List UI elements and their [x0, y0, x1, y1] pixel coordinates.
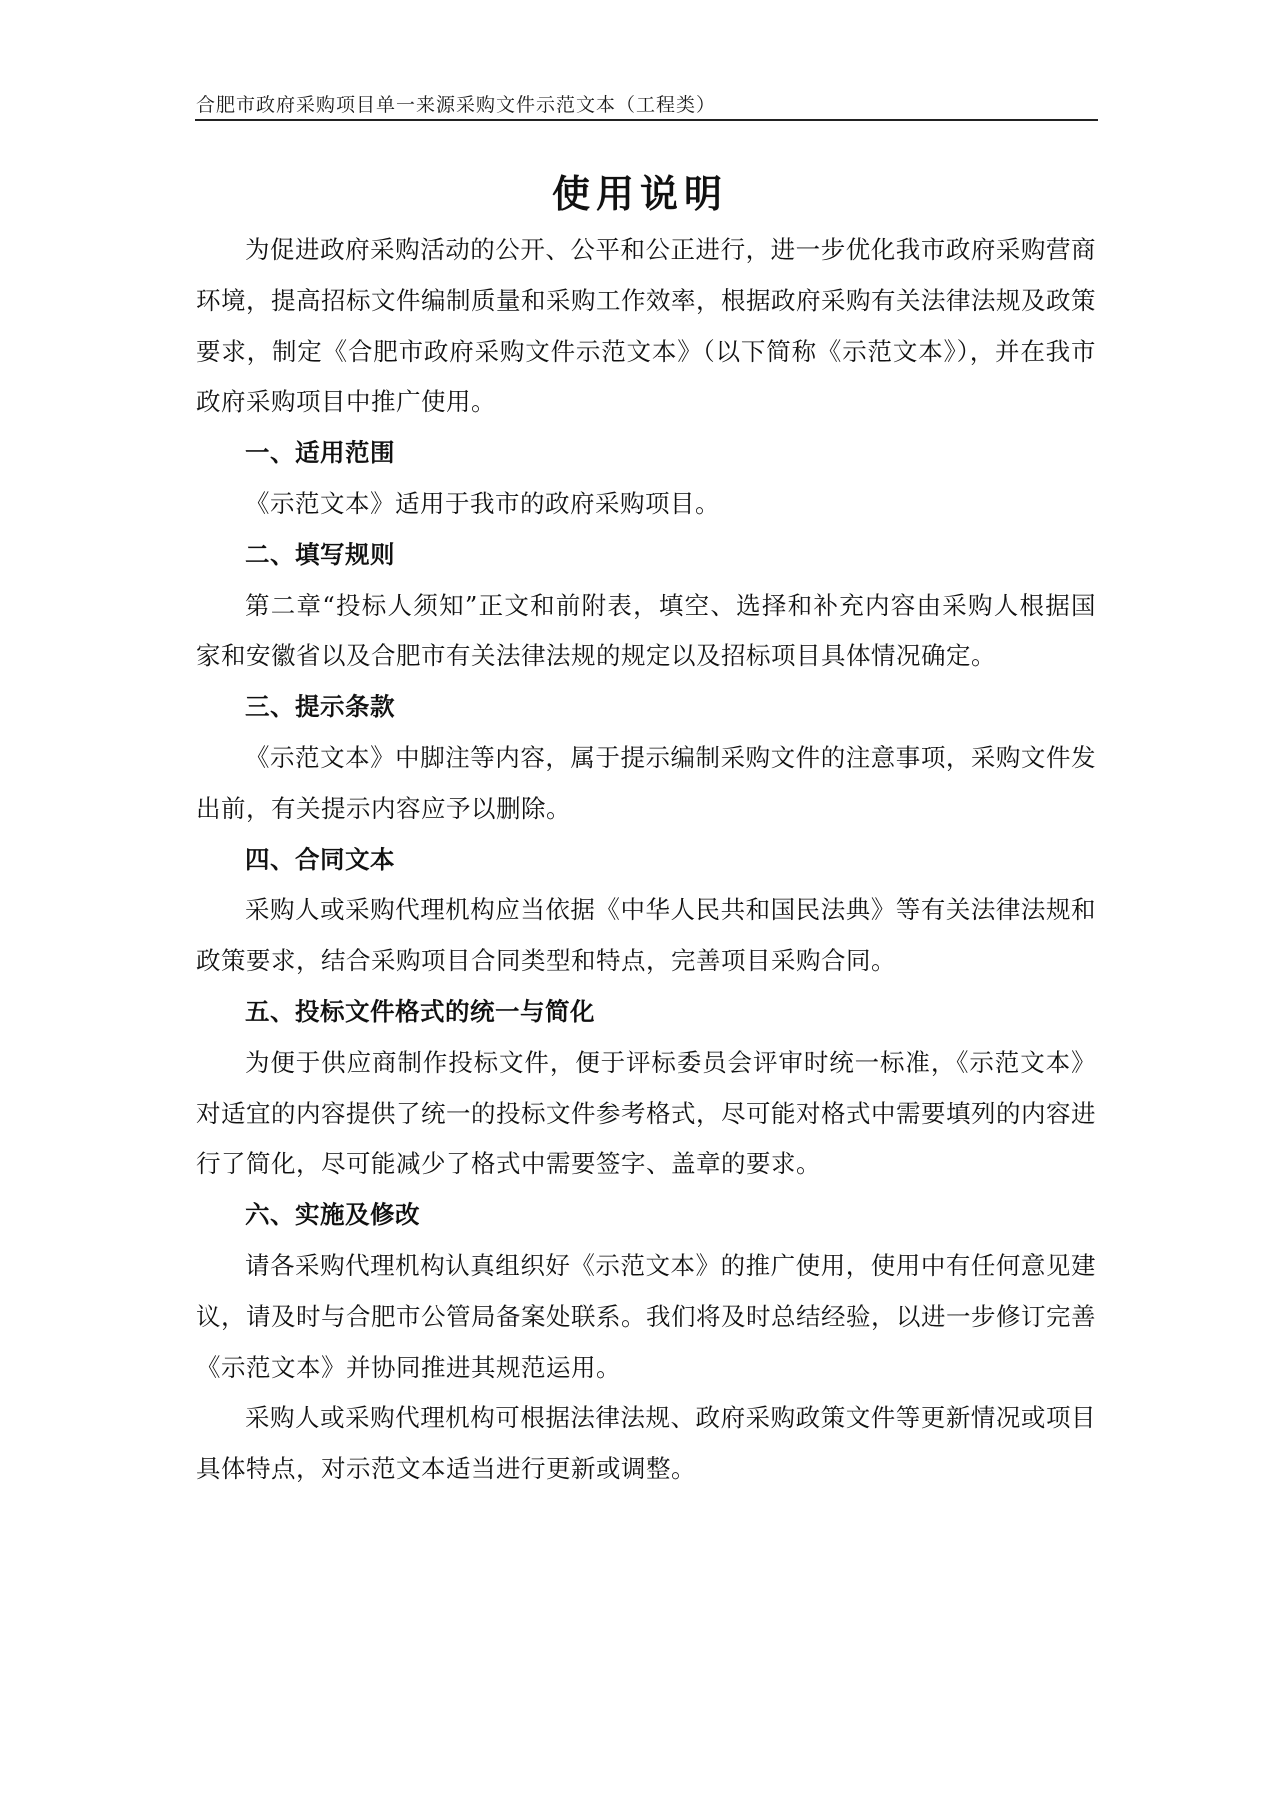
section-paragraph: 《示范文本》中脚注等内容，属于提示编制采购文件的注意事项，采购文件发出前，有关提示内容应予以删除。 — [196, 742, 1096, 823]
intro-paragraph: 为促进政府采购活动的公开、公平和公正进行，进一步优化我市政府采购营商环境，提高招标文件编制质量和采购工作效率，根据政府采购有关法律法规及政策要求，制定《合肥市政府采购文件示范文本》（以下简称《示范文本》），并在我市政府采购项目中推广使用。 — [196, 235, 1096, 417]
section-heading-prompt-clauses: 三、提示条款 — [245, 692, 395, 722]
section-paragraph: 请各采购代理机构认真组织好《示范文本》的推广使用，使用中有任何意见建议，请及时与合肥市公管局备案处联系。我们将及时总结经验，以进一步修订完善《示范文本》并协同推进其规范运用。 — [196, 1250, 1096, 1382]
section-paragraph: 第二章“投标人须知”正文和前附表，填空、选择和补充内容由采购人根据国家和安徽省以及合肥市有关法律法规的规定以及招标项目具体情况确定。 — [196, 590, 1096, 671]
section-heading-format-simplification: 五、投标文件格式的统一与简化 — [245, 996, 595, 1026]
section-paragraph: 《示范文本》适用于我市的政府采购项目。 — [245, 488, 720, 518]
header-divider — [195, 119, 1098, 121]
section-paragraph: 为便于供应商制作投标文件，便于评标委员会评审时统一标准，《示范文本》对适宜的内容提供了统一的投标文件参考格式，尽可能对格式中需要填列的内容进行了简化，尽可能减少了格式中需要签字、盖章的要求。 — [196, 1047, 1096, 1179]
section-heading-scope: 一、适用范围 — [245, 438, 395, 468]
section-paragraph: 采购人或采购代理机构应当依据《中华人民共和国民法典》等有关法律法规和政策要求，结合采购项目合同类型和特点，完善项目采购合同。 — [196, 895, 1096, 976]
section-heading-filling-rules: 二、填写规则 — [245, 539, 395, 569]
page-title: 使用说明 — [551, 171, 728, 216]
section-heading-implementation: 六、实施及修改 — [245, 1200, 420, 1230]
section-paragraph: 采购人或采购代理机构可根据法律法规、政府采购政策文件等更新情况或项目具体特点，对示范文本适当进行更新或调整。 — [196, 1403, 1096, 1484]
section-heading-contract-text: 四、合同文本 — [245, 844, 395, 874]
document-body — [196, 225, 1096, 1495]
running-header: 合肥市政府采购项目单一来源采购文件示范文本（工程类） — [196, 94, 717, 116]
